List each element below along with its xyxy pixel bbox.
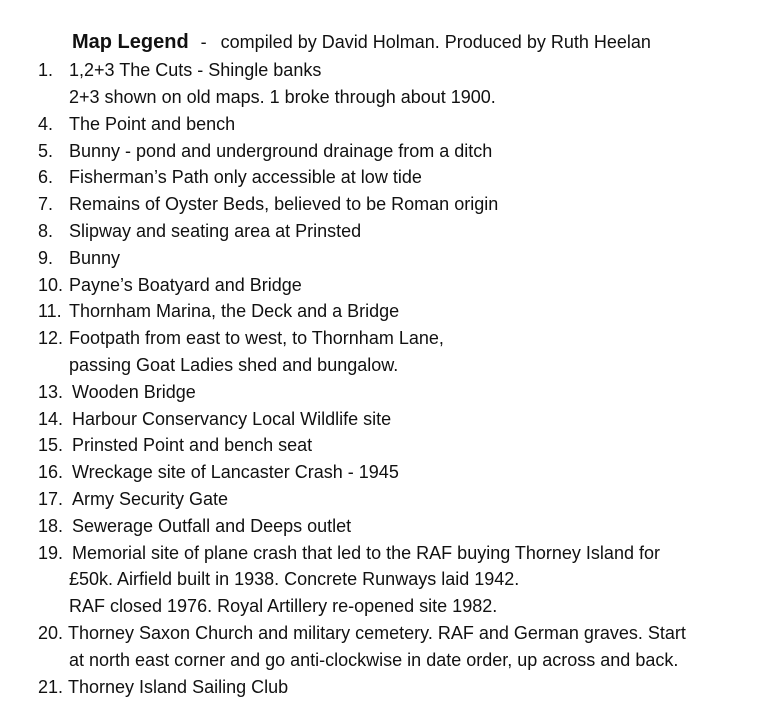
legend-header xyxy=(72,28,651,56)
entry-text: Wreckage site of Lancaster Crash - 1945 xyxy=(72,462,399,482)
entry-text: Wooden Bridge xyxy=(72,382,196,402)
entry-text: Payne’s Boatyard and Bridge xyxy=(69,275,302,295)
entry-number: 16. xyxy=(38,462,64,482)
entry-text: Bunny xyxy=(69,248,121,268)
entry-text: Thorney Island Sailing Club xyxy=(68,677,289,697)
entry-text: Memorial site of plane crash that led to the RAF buying Thorney Island for xyxy=(72,543,660,563)
entry-number: 9. xyxy=(38,248,54,268)
entry-number: 15. xyxy=(38,435,64,455)
entry-number: 10. xyxy=(38,275,64,295)
entry-number: 12. xyxy=(38,328,64,348)
entry-text: The Point and bench xyxy=(69,114,236,134)
entry-number: 18. xyxy=(38,516,64,536)
legend-credits: compiled by David Holman. Produced by Ruth Heelan xyxy=(220,32,651,52)
entry-text: Prinsted Point and bench seat xyxy=(72,435,313,455)
entry-number: 14. xyxy=(38,409,64,429)
entry-text: 1,2+3 The Cuts - Shingle banks xyxy=(69,60,322,80)
entry-number: 11. xyxy=(38,301,62,321)
title-separator: - xyxy=(200,32,207,52)
entry-number: 4. xyxy=(38,114,54,134)
entry-text: £50k. Airfield built in 1938. Concrete Runways laid 1942. xyxy=(69,569,520,589)
legend-title: Map Legend xyxy=(72,31,189,53)
entry-text: at north east corner and go anti-clockwise in date order, up across and back. xyxy=(69,650,679,670)
entry-number: 20. xyxy=(38,623,64,643)
entry-text: Thornham Marina, the Deck and a Bridge xyxy=(69,301,400,321)
entry-text: Fisherman’s Path only accessible at low tide xyxy=(69,167,422,187)
entry-number: 7. xyxy=(38,194,54,214)
entry-text: Thorney Saxon Church and military cemetery. RAF and German graves. Start xyxy=(68,623,686,643)
entry-number: 17. xyxy=(38,489,64,509)
entry-number: 13. xyxy=(38,382,64,402)
entry-text: Bunny - pond and underground drainage from a ditch xyxy=(69,141,493,161)
entry-text: Slipway and seating area at Prinsted xyxy=(69,221,362,241)
entry-text: RAF closed 1976. Royal Artillery re-opened site 1982. xyxy=(69,596,498,616)
entry-number: 6. xyxy=(38,167,54,187)
entry-number: 1. xyxy=(38,60,54,80)
entry-text: Footpath from east to west, to Thornham Lane, xyxy=(69,328,444,348)
entry-text: Sewerage Outfall and Deeps outlet xyxy=(72,516,352,536)
entry-number: 21. xyxy=(38,677,64,697)
entry-text: passing Goat Ladies shed and bungalow. xyxy=(69,355,399,375)
entry-number: 8. xyxy=(38,221,54,241)
entry-text: 2+3 shown on old maps. 1 broke through about 1900. xyxy=(69,87,496,107)
entry-text: Remains of Oyster Beds, believed to be Roman origin xyxy=(69,194,499,214)
entry-number: 19. xyxy=(38,543,64,563)
entry-number: 5. xyxy=(38,141,54,161)
entry-text: Army Security Gate xyxy=(72,489,229,509)
entry-text: Harbour Conservancy Local Wildlife site xyxy=(72,409,392,429)
